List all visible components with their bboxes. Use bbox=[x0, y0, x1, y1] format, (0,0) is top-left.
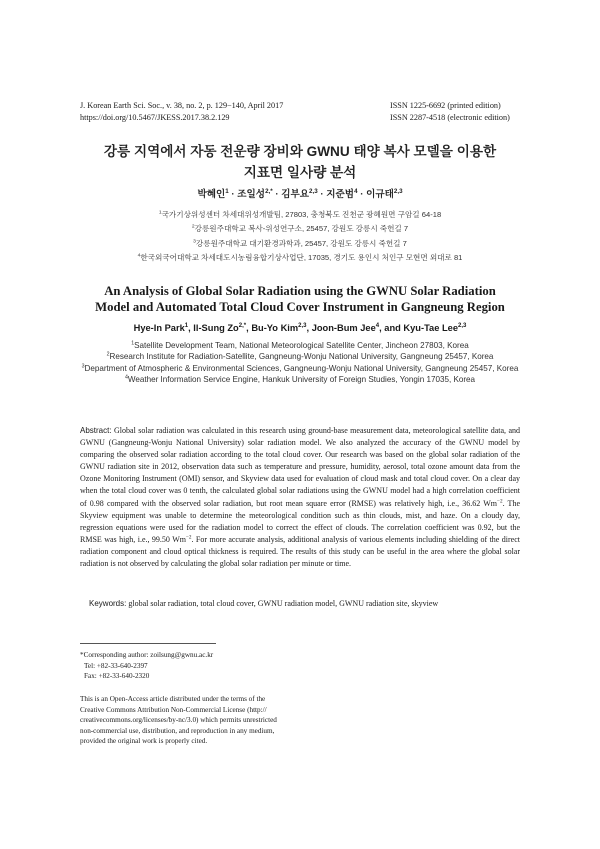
author-separator: · bbox=[272, 189, 282, 200]
issn-electronic: ISSN 2287-4518 (electronic edition) bbox=[390, 113, 510, 122]
affiliation-line bbox=[40, 363, 560, 374]
affiliation-marker: 4 bbox=[137, 253, 141, 259]
abstract bbox=[80, 425, 520, 570]
korean-title-line-1: 강릉 지역에서 자동 전운량 장비와 GWNU 태양 복사 모델을 이용한 bbox=[103, 144, 497, 159]
korean-title bbox=[40, 141, 560, 183]
affiliation-text: Research Institute for Radiation-Satellite, Gangneung-Wonju National University, Gangneung 25457, Korea bbox=[109, 352, 494, 362]
affiliation-text: 강릉원주대학교 복사-위성연구소, 25457, 강원도 강릉시 죽헌길 7 bbox=[194, 224, 409, 234]
affiliation-line bbox=[40, 351, 560, 362]
keywords bbox=[89, 598, 529, 610]
author-affiliation-marker: 4 bbox=[354, 187, 358, 195]
author-name: Il-Sung Zo bbox=[193, 323, 239, 333]
english-affiliations bbox=[40, 340, 560, 386]
abstract-text-2: . The Skyview equipment was unable to determine the meteorological condition such as thin clouds, mist, and haze. On a cloudy day, regression equations were used for the radiation model to correct the effect of clouds. The correlation coefficient was 0.92, but the RMSE was high, i.e., 99.50 Wm bbox=[80, 498, 520, 544]
author-separator: · bbox=[228, 189, 238, 200]
affiliation-line bbox=[40, 374, 560, 385]
author-separator: , bbox=[246, 323, 252, 333]
open-access-line: Creative Commons Attribution Non-Commercial License (http:// bbox=[80, 705, 267, 714]
affiliation-marker: 2 bbox=[191, 224, 195, 230]
author-name: 박혜인 bbox=[197, 189, 226, 200]
abstract-unit-exponent-2: −2 bbox=[185, 534, 192, 541]
affiliation-line bbox=[40, 208, 560, 222]
author-name: Bu-Yo Kim bbox=[251, 323, 299, 333]
author-separator: , bbox=[306, 323, 312, 333]
affiliation-text: Satellite Development Team, National Meteorological Satellite Center, Jincheon 27803, Korea bbox=[134, 341, 469, 350]
keywords-label: Keywords: bbox=[89, 599, 127, 608]
journal-citation: J. Korean Earth Sci. Soc., v. 38, no. 2, p. 129−140, April 2017 bbox=[80, 101, 284, 110]
korean-affiliations bbox=[40, 208, 560, 265]
author-separator: · bbox=[357, 189, 367, 200]
affiliation-text: 국가기상위성센터 차세대위성개발팀, 27803, 충청북도 진천군 광혜원면 구암길 64-18 bbox=[161, 210, 442, 219]
author-affiliation-marker: 2,3 bbox=[309, 187, 318, 195]
affiliation-line bbox=[40, 222, 560, 236]
open-access-line: creativecommons.org/licenses/by-nc/3.0) which permits unrestricted bbox=[80, 716, 277, 725]
author-affiliation-marker: 1 bbox=[225, 187, 229, 195]
abstract-label: Abstract: bbox=[80, 426, 112, 435]
author-name: 지준범 bbox=[326, 189, 355, 200]
author-name: 조일성 bbox=[237, 189, 266, 200]
affiliation-line bbox=[40, 340, 560, 351]
abstract-text-3: . For more accurate analysis, additional analysis of various elements including shielding of the direct radiation component and cloud optical thickness is required. The results of this study can be useful in the area where the global solar radiation is not observed by calculating the global solar radiation per minute or time. bbox=[80, 534, 520, 569]
open-access-notice bbox=[80, 694, 310, 747]
abstract-text-1: Global solar radiation was calculated in this research using ground-base measurement data, meteorological satellite data, and GWNU (Gangneung-Wonju National University) solar radiation model. We also analyzed the accuracy of the GWNU model by comparing the observed solar radiation according to the total cloud cover. Our research was based on the global solar radiation of the GWNU radiation site in 2012, observation data such as temperature and pressure, humidity, aerosol, total ozone amount data from the Ozone Monitoring Instrument (OMI) sensor, and Skyview data used for evaluation of cloud mask and total cloud cover. On a clear day when the total cloud cover was 0 tenth, the calculated global solar radiations using the GWNU model had a high correlation coefficient of 0.98 compared with the observed solar radiation, but root mean square error (RMSE) was relatively high, i.e., 36.62 Wm bbox=[80, 426, 521, 508]
open-access-line: provided the original work is properly cited. bbox=[80, 737, 208, 746]
author-affiliation-marker: 2,* bbox=[238, 322, 247, 329]
english-title bbox=[40, 283, 560, 315]
affiliation-text: Department of Atmospheric & Environmental Sciences, Gangneung-Wonju National University, Gangneung 25457, Korea bbox=[84, 363, 519, 373]
author-name: 이규태 bbox=[366, 189, 394, 200]
author-name: Joon-Bum Jee bbox=[311, 323, 376, 333]
author-affiliation-marker: 2,3 bbox=[298, 322, 307, 329]
affiliation-line bbox=[40, 251, 560, 265]
affiliation-marker: 1 bbox=[131, 340, 135, 347]
issn-block bbox=[390, 100, 510, 124]
corresponding-author-footnote bbox=[80, 650, 213, 682]
author-separator: , and bbox=[379, 323, 404, 333]
corresponding-fax: Fax: +82-33-640-2320 bbox=[84, 672, 150, 680]
affiliation-marker: 2 bbox=[106, 351, 110, 358]
issn-print: ISSN 1225-6692 (printed edition) bbox=[390, 101, 501, 110]
author-name: 김부요 bbox=[281, 189, 310, 200]
english-title-line-2: Model and Automated Total Cloud Cover Instrument in Gangneung Region bbox=[95, 300, 505, 314]
affiliation-marker: 3 bbox=[193, 239, 196, 245]
english-authors bbox=[40, 323, 560, 333]
author-affiliation-marker: 2,3 bbox=[393, 187, 403, 195]
affiliation-marker: 4 bbox=[124, 374, 128, 381]
footnote-divider bbox=[80, 643, 216, 644]
affiliation-marker: 3 bbox=[81, 363, 85, 370]
journal-citation-block bbox=[80, 100, 283, 124]
author-affiliation-marker: 4 bbox=[375, 322, 380, 329]
keywords-text: global solar radiation, total cloud cover, GWNU radiation model, GWNU radiation site, skyview bbox=[128, 599, 439, 608]
author-affiliation-marker: 1 bbox=[184, 322, 189, 329]
affiliation-text: Weather Information Service Engine, Hankuk University of Foreign Studies, Yongin 17035, Korea bbox=[127, 375, 476, 385]
author-separator: · bbox=[317, 189, 327, 200]
affiliation-text: 강릉원주대학교 대기환경과학과, 25457, 강원도 강릉시 죽헌길 7 bbox=[195, 238, 407, 248]
affiliation-line bbox=[40, 237, 560, 251]
english-title-line-1: An Analysis of Global Solar Radiation using the GWNU Solar Radiation bbox=[104, 284, 496, 298]
abstract-unit-exponent-1: −2 bbox=[497, 497, 503, 504]
korean-authors bbox=[40, 186, 560, 200]
author-affiliation-marker: 2,* bbox=[265, 187, 273, 195]
open-access-line: This is an Open-Access article distributed under the terms of the bbox=[80, 695, 266, 703]
author-affiliation-marker: 2,3 bbox=[458, 322, 467, 329]
corresponding-tel: Tel: +82-33-640-2397 bbox=[84, 661, 148, 670]
doi-link[interactable]: https://doi.org/10.5467/JKESS.2017.38.2.129 bbox=[80, 113, 230, 122]
affiliation-marker: 1 bbox=[158, 210, 162, 216]
corresponding-author-email[interactable]: *Corresponding author: zoilsung@gwnu.ac.kr bbox=[80, 651, 214, 659]
korean-title-line-2: 지표면 일사량 분석 bbox=[243, 165, 357, 180]
open-access-line: non-commercial use, distribution, and reproduction in any medium, bbox=[80, 726, 275, 735]
affiliation-text: 한국외국어대학교 차세대도시농림융합기상사업단, 17035, 경기도 용인시 처인구 모현면 외대로 81 bbox=[140, 252, 463, 262]
author-separator: , bbox=[188, 323, 194, 333]
author-name: Hye-In Park bbox=[133, 323, 185, 333]
author-name: Kyu-Tae Lee bbox=[403, 323, 458, 333]
